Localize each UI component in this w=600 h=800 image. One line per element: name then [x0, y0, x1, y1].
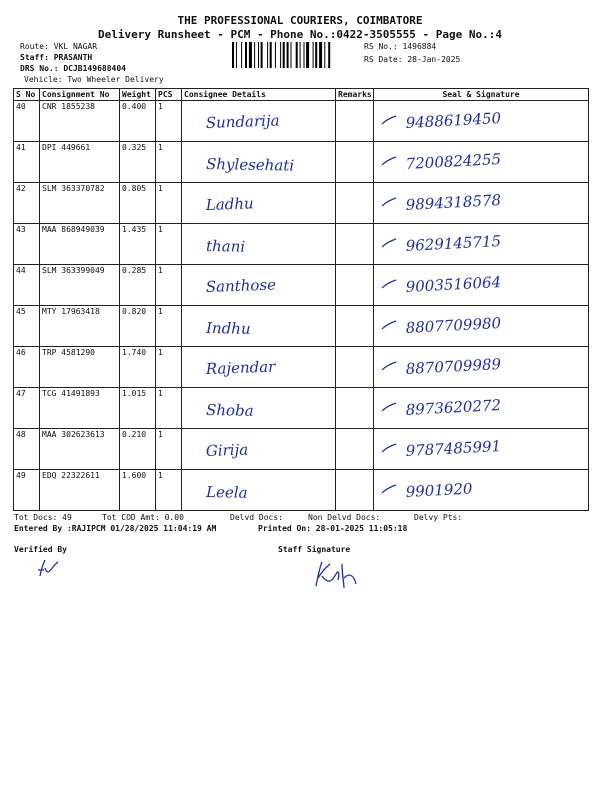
cell-consignment-no: MTY 17963418: [40, 306, 120, 347]
table-row: [14, 224, 589, 265]
verified-by-signature: [34, 556, 64, 582]
table-row: [14, 429, 589, 470]
svg-text:Shoba: Shoba: [205, 401, 254, 420]
staff-signature-label: Staff Signature: [278, 545, 351, 554]
handwritten-phone: [376, 225, 586, 261]
svg-text:9629145715: 9629145715: [405, 232, 502, 255]
barcode-bar: [232, 42, 234, 68]
delvd-docs: Delvd Docs:: [230, 513, 283, 522]
col-header-consignment: Consignment No: [40, 89, 120, 101]
cell-pcs: 1: [156, 224, 182, 265]
handwritten-consignee-name: [184, 389, 333, 425]
cell-seal-signature: [374, 142, 589, 183]
handwritten-consignee-name: [184, 307, 333, 343]
barcode-bar: [300, 42, 301, 68]
col-header-sno: S No: [14, 89, 40, 101]
svg-text:9003516064: 9003516064: [405, 273, 502, 296]
cell-consignee-details: [182, 265, 336, 306]
entered-by: Entered By :RAJIPCM 01/28/2025 11:04:19 AM: [14, 524, 217, 533]
svg-text:Ladhu: Ladhu: [205, 194, 254, 214]
handwritten-phone: [376, 307, 586, 343]
handwritten-phone: [376, 102, 586, 138]
cell-consignment-no: SLM 363399049: [40, 265, 120, 306]
svg-text:9894318578: 9894318578: [405, 191, 502, 214]
cell-weight: 1.740: [120, 347, 156, 388]
handwritten-consignee-name: [184, 143, 333, 179]
svg-text:9488619450: 9488619450: [405, 109, 502, 132]
barcode-bar: [319, 42, 322, 68]
cell-remarks: [336, 142, 374, 183]
col-header-consignee: Consignee Details: [182, 89, 336, 101]
barcode-bar: [249, 42, 252, 68]
svg-text:Girija: Girija: [205, 440, 249, 460]
route-label: Route: VKL NAGAR: [20, 42, 98, 51]
cell-weight: 0.325: [120, 142, 156, 183]
barcode-bar: [258, 42, 259, 68]
col-header-pcs: PCS: [156, 89, 182, 101]
cell-remarks: [336, 101, 374, 142]
tot-cod-amt: Tot COD Amt: 0.00: [102, 513, 184, 522]
cell-consignee-details: [182, 183, 336, 224]
barcode-bar: [236, 42, 237, 68]
cell-weight: 0.805: [120, 183, 156, 224]
cell-consignee-details: [182, 101, 336, 142]
col-header-signature: Seal & Signature: [374, 89, 589, 101]
table-row: [14, 388, 589, 429]
barcode-bar: [283, 42, 285, 68]
signature-scribble: [382, 157, 396, 165]
barcode-bar: [287, 42, 289, 68]
svg-text:8973620272: 8973620272: [405, 396, 502, 419]
barcode-bar: [245, 42, 247, 68]
svg-text:9901920: 9901920: [405, 479, 473, 501]
barcode-bar: [296, 42, 298, 68]
rs-date-label: RS Date: 28-Jan-2025: [364, 55, 461, 64]
cell-consignment-no: SLM 363370782: [40, 183, 120, 224]
barcode-bar: [313, 42, 314, 68]
cell-pcs: 1: [156, 101, 182, 142]
cell-seal-signature: [374, 429, 589, 470]
cell-seal-signature: [374, 224, 589, 265]
cell-sno: 45: [14, 306, 40, 347]
svg-text:8807709980: 8807709980: [405, 314, 502, 337]
cell-consignment-no: DPI 449661: [40, 142, 120, 183]
barcode-bar: [291, 42, 292, 68]
col-header-remarks: Remarks: [336, 89, 374, 101]
cell-consignee-details: [182, 306, 336, 347]
signature-scribble: [382, 321, 396, 329]
runsheet-subtitle: Delivery Runsheet - PCM - Phone No.:0422-3505555 - Page No.:4: [98, 28, 502, 41]
cell-sno: 49: [14, 470, 40, 511]
signature-scribble: [382, 239, 396, 247]
barcode-bar: [324, 42, 325, 68]
svg-text:8870709989: 8870709989: [405, 355, 502, 378]
cell-remarks: [336, 470, 374, 511]
cell-seal-signature: [374, 101, 589, 142]
cell-seal-signature: [374, 347, 589, 388]
cell-consignment-no: TRP 4581290: [40, 347, 120, 388]
barcode-bar: [267, 42, 268, 68]
handwritten-phone: [376, 471, 586, 507]
table-row: [14, 101, 589, 142]
cell-seal-signature: [374, 470, 589, 511]
table-row: [14, 183, 589, 224]
staff-signature: [312, 560, 362, 590]
cell-remarks: [336, 265, 374, 306]
svg-text:Shylesehati: Shylesehati: [205, 155, 295, 175]
barcode-bar: [275, 42, 276, 68]
barcode-bar: [306, 42, 309, 68]
handwritten-consignee-name: [184, 266, 333, 302]
cell-seal-signature: [374, 388, 589, 429]
cell-consignment-no: TCG 41491893: [40, 388, 120, 429]
svg-text:9787485991: 9787485991: [405, 437, 502, 460]
table-header-row: [14, 89, 589, 101]
cell-seal-signature: [374, 306, 589, 347]
handwritten-phone: [376, 266, 586, 302]
cell-pcs: 1: [156, 306, 182, 347]
signature-scribble: [382, 116, 396, 124]
cell-pcs: 1: [156, 347, 182, 388]
verified-by-label: Verified By: [14, 545, 67, 554]
cell-sno: 47: [14, 388, 40, 429]
printed-on: Printed On: 28-01-2025 11:05:18: [258, 524, 408, 533]
barcode-bar: [280, 42, 281, 68]
cell-pcs: 1: [156, 388, 182, 429]
cell-pcs: 1: [156, 265, 182, 306]
cell-remarks: [336, 429, 374, 470]
vehicle-label: Vehicle: Two Wheeler Delivery: [24, 75, 164, 84]
handwritten-consignee-name: [184, 430, 333, 466]
signature-scribble: [382, 280, 396, 288]
cell-consignee-details: [182, 347, 336, 388]
cell-consignment-no: MAA 302623613: [40, 429, 120, 470]
svg-text:Indhu: Indhu: [205, 319, 251, 338]
cell-remarks: [336, 347, 374, 388]
cell-pcs: 1: [156, 142, 182, 183]
cell-remarks: [336, 388, 374, 429]
barcode-bar: [241, 42, 242, 68]
table-row: [14, 306, 589, 347]
handwritten-phone: [376, 143, 586, 179]
handwritten-consignee-name: [184, 102, 333, 138]
signature-scribble: [382, 362, 396, 370]
svg-text:7200824255: 7200824255: [405, 150, 502, 173]
barcode: [232, 42, 356, 68]
cell-consignment-no: CNR 1855238: [40, 101, 120, 142]
handwritten-phone: [376, 430, 586, 466]
cell-sno: 40: [14, 101, 40, 142]
cell-pcs: 1: [156, 429, 182, 470]
cell-sno: 41: [14, 142, 40, 183]
handwritten-consignee-name: [184, 184, 333, 220]
cell-weight: 1.600: [120, 470, 156, 511]
handwritten-consignee-name: [184, 471, 333, 507]
cell-weight: 0.210: [120, 429, 156, 470]
table-row: [14, 470, 589, 511]
signature-scribble: [382, 403, 396, 411]
cell-remarks: [336, 224, 374, 265]
barcode-bar: [304, 42, 305, 68]
svg-text:thani: thani: [205, 237, 246, 256]
non-delvd-docs: Non Delvd Docs:: [308, 513, 381, 522]
svg-text:Santhose: Santhose: [205, 275, 277, 296]
cell-sno: 48: [14, 429, 40, 470]
col-header-weight: Weight: [120, 89, 156, 101]
tot-docs: Tot Docs: 49: [14, 513, 72, 522]
cell-sno: 43: [14, 224, 40, 265]
handwritten-consignee-name: [184, 348, 333, 384]
cell-pcs: 1: [156, 470, 182, 511]
cell-remarks: [336, 183, 374, 224]
cell-weight: 1.435: [120, 224, 156, 265]
cell-sno: 44: [14, 265, 40, 306]
cell-consignment-no: EDQ 22322611: [40, 470, 120, 511]
barcode-bar: [328, 42, 330, 68]
cell-consignee-details: [182, 142, 336, 183]
runsheet-table: [13, 88, 589, 511]
cell-consignee-details: [182, 224, 336, 265]
delvy-pts: Delvy Pts:: [414, 513, 463, 522]
handwritten-phone: [376, 348, 586, 384]
cell-pcs: 1: [156, 183, 182, 224]
barcode-bar: [315, 42, 317, 68]
signature-scribble: [382, 444, 396, 452]
handwritten-phone: [376, 184, 586, 220]
table-row: [14, 142, 589, 183]
cell-seal-signature: [374, 183, 589, 224]
table-row: [14, 347, 589, 388]
table-row: [14, 265, 589, 306]
barcode-bar: [261, 42, 263, 68]
drs-label: DRS No.: DCJB149688404: [20, 64, 126, 73]
cell-consignee-details: [182, 388, 336, 429]
handwritten-consignee-name: [184, 225, 333, 261]
cell-consignee-details: [182, 470, 336, 511]
handwritten-phone: [376, 389, 586, 425]
cell-consignment-no: MAA 868949039: [40, 224, 120, 265]
staff-label: Staff: PRASANTH: [20, 53, 93, 62]
cell-sno: 42: [14, 183, 40, 224]
signature-scribble: [382, 485, 396, 493]
cell-weight: 1.015: [120, 388, 156, 429]
barcode-bar: [254, 42, 255, 68]
signature-scribble: [382, 198, 396, 206]
barcode-bar: [270, 42, 272, 68]
cell-sno: 46: [14, 347, 40, 388]
cell-consignee-details: [182, 429, 336, 470]
cell-weight: 0.285: [120, 265, 156, 306]
cell-seal-signature: [374, 265, 589, 306]
rs-no-label: RS No.: 1496884: [364, 42, 437, 51]
cell-weight: 0.400: [120, 101, 156, 142]
cell-remarks: [336, 306, 374, 347]
svg-text:Leela: Leela: [205, 483, 248, 502]
cell-weight: 0.820: [120, 306, 156, 347]
svg-text:Sundarija: Sundarija: [205, 111, 280, 132]
courier-title: THE PROFESSIONAL COURIERS, COIMBATORE: [177, 14, 423, 27]
svg-text:Rajendar: Rajendar: [205, 357, 276, 378]
